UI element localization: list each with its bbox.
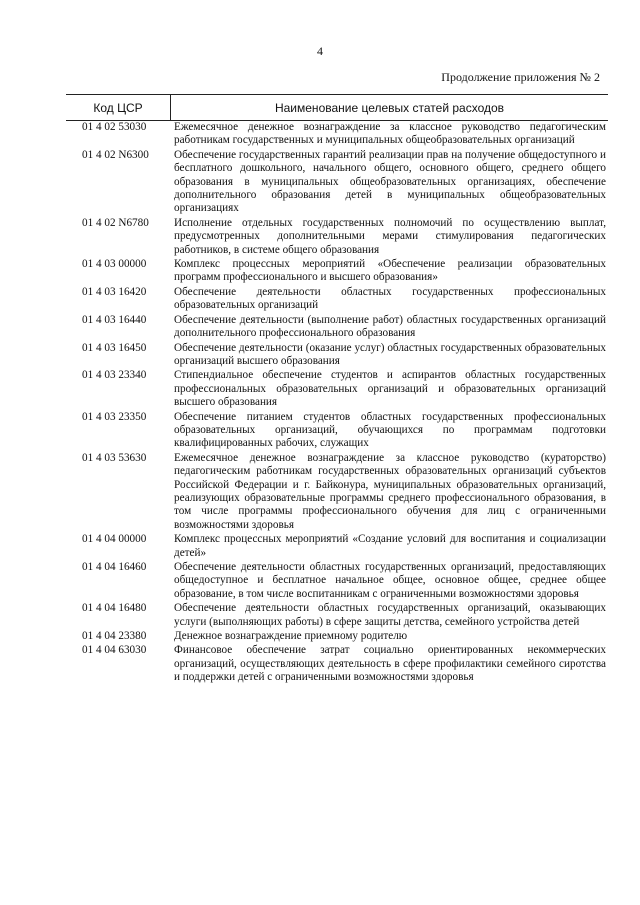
row-code: 01 4 02 53030 <box>82 121 147 133</box>
budget-table <box>66 94 608 686</box>
table-row <box>66 121 608 148</box>
row-name: Комплекс процессных мероприятий «Обеспечение реализации образовательных программ профессионального и высшего образования» <box>174 258 606 284</box>
table-row <box>66 533 608 560</box>
table-row <box>66 630 608 643</box>
row-name: Обеспечение деятельности областных государственных профессиональных образовательных организаций <box>174 285 606 312</box>
table-body <box>66 121 608 685</box>
header-name: Наименование целевых статей расходов <box>274 100 505 115</box>
row-code: 01 4 04 23380 <box>82 630 147 643</box>
row-name: Финансовое обеспечение затрат социально ориентированных некоммерческих организаций, осуществляющих деятельность в сфере профилактики семейного сиротства и поддержки детей с ограниченными возможностями здоровья <box>174 644 606 684</box>
table-row <box>66 452 608 532</box>
table-row <box>66 149 608 216</box>
row-code: 01 4 03 00000 <box>82 258 147 271</box>
table-row <box>66 258 608 285</box>
row-code: 01 4 03 16450 <box>82 341 147 354</box>
row-code: 01 4 04 16480 <box>82 602 147 615</box>
row-name: Исполнение отдельных государственных полномочий по осуществлению выплат, предусмотренных дополнительными мерами стимулирования педагогических работников, в системе общего образования <box>174 216 606 256</box>
row-name: Обеспечение деятельности областных государственных организаций, предоставляющих общедоступное и бесплатное начальное общее, основное общее, среднее общее образование, в том числе воспитанникам с ограниченными возможностями здоровья <box>174 561 606 600</box>
table-row <box>66 369 608 409</box>
appendix-continuation-label: Продолжение приложения № 2 <box>441 70 600 84</box>
row-name: Обеспечение деятельности (оказание услуг) областных государственных образовательных организаций высшего образования <box>174 341 606 367</box>
table-row <box>66 314 608 341</box>
row-code: 01 4 04 00000 <box>82 533 147 546</box>
row-code: 01 4 03 16440 <box>82 313 147 326</box>
table-row <box>66 411 608 451</box>
row-code: 01 4 02 N6780 <box>82 216 149 229</box>
table-row <box>66 286 608 313</box>
row-code: 01 4 03 23350 <box>82 410 147 423</box>
row-code: 01 4 03 23340 <box>82 369 147 382</box>
row-code: 01 4 04 63030 <box>82 644 147 657</box>
row-name: Обеспечение государственных гарантий реализации прав на получение общедоступного и бесплатного дошкольного, начального общего, основного общего, среднего общего образования в муниципальных общеобразовательных организациях, обеспечение дополнительного образования детей в муниципальных общеобразовательных организациях <box>174 148 606 215</box>
row-name: Стипендиальное обеспечение студентов и аспирантов областных государственных профессиональных образовательных организаций и образовательных организаций высшего образования <box>174 369 606 409</box>
row-name: Обеспечение деятельности областных государственных организаций, оказывающих услуги (выполняющих работы) в сфере защиты детства, семейного устройства детей <box>174 602 606 628</box>
row-name: Комплекс процессных мероприятий «Создание условий для воспитания и социализации детей» <box>174 533 606 559</box>
row-name: Ежемесячное денежное вознаграждение за классное руководство педагогическим работникам государственных и муниципальных общеобразовательных организаций <box>174 121 606 147</box>
table-row <box>66 217 608 257</box>
table-row <box>66 561 608 601</box>
row-code: 01 4 03 53630 <box>82 451 147 464</box>
row-name: Ежемесячное денежное вознаграждение за классное руководство (кураторство) педагогическим работникам государственных образовательных организаций субъектов Российской Федерации и г. Байконура, муниципальных образовательных организаций, реализующих образовательные программы среднего профессионального образования, в том числе программы профессионального обучения для лиц с ограниченными возможностями здоровья <box>174 451 606 531</box>
table-header <box>66 94 608 121</box>
row-name: Обеспечение питанием студентов областных государственных профессиональных образовательных организаций, обучающихся по программам подготовки квалифицированных рабочих, служащих <box>174 410 606 450</box>
page-number: 4 <box>317 44 323 58</box>
row-name: Обеспечение деятельности (выполнение работ) областных государственных организаций дополнительного профессионального образования <box>174 313 606 340</box>
row-code: 01 4 04 16460 <box>82 561 147 573</box>
row-code: 01 4 02 N6300 <box>82 148 149 161</box>
row-code: 01 4 03 16420 <box>82 285 147 298</box>
table-row <box>66 644 608 684</box>
row-name: Денежное вознаграждение приемному родителю <box>174 630 408 643</box>
table-row <box>66 342 608 369</box>
header-code: Код ЦСР <box>66 95 171 120</box>
table-row <box>66 602 608 629</box>
